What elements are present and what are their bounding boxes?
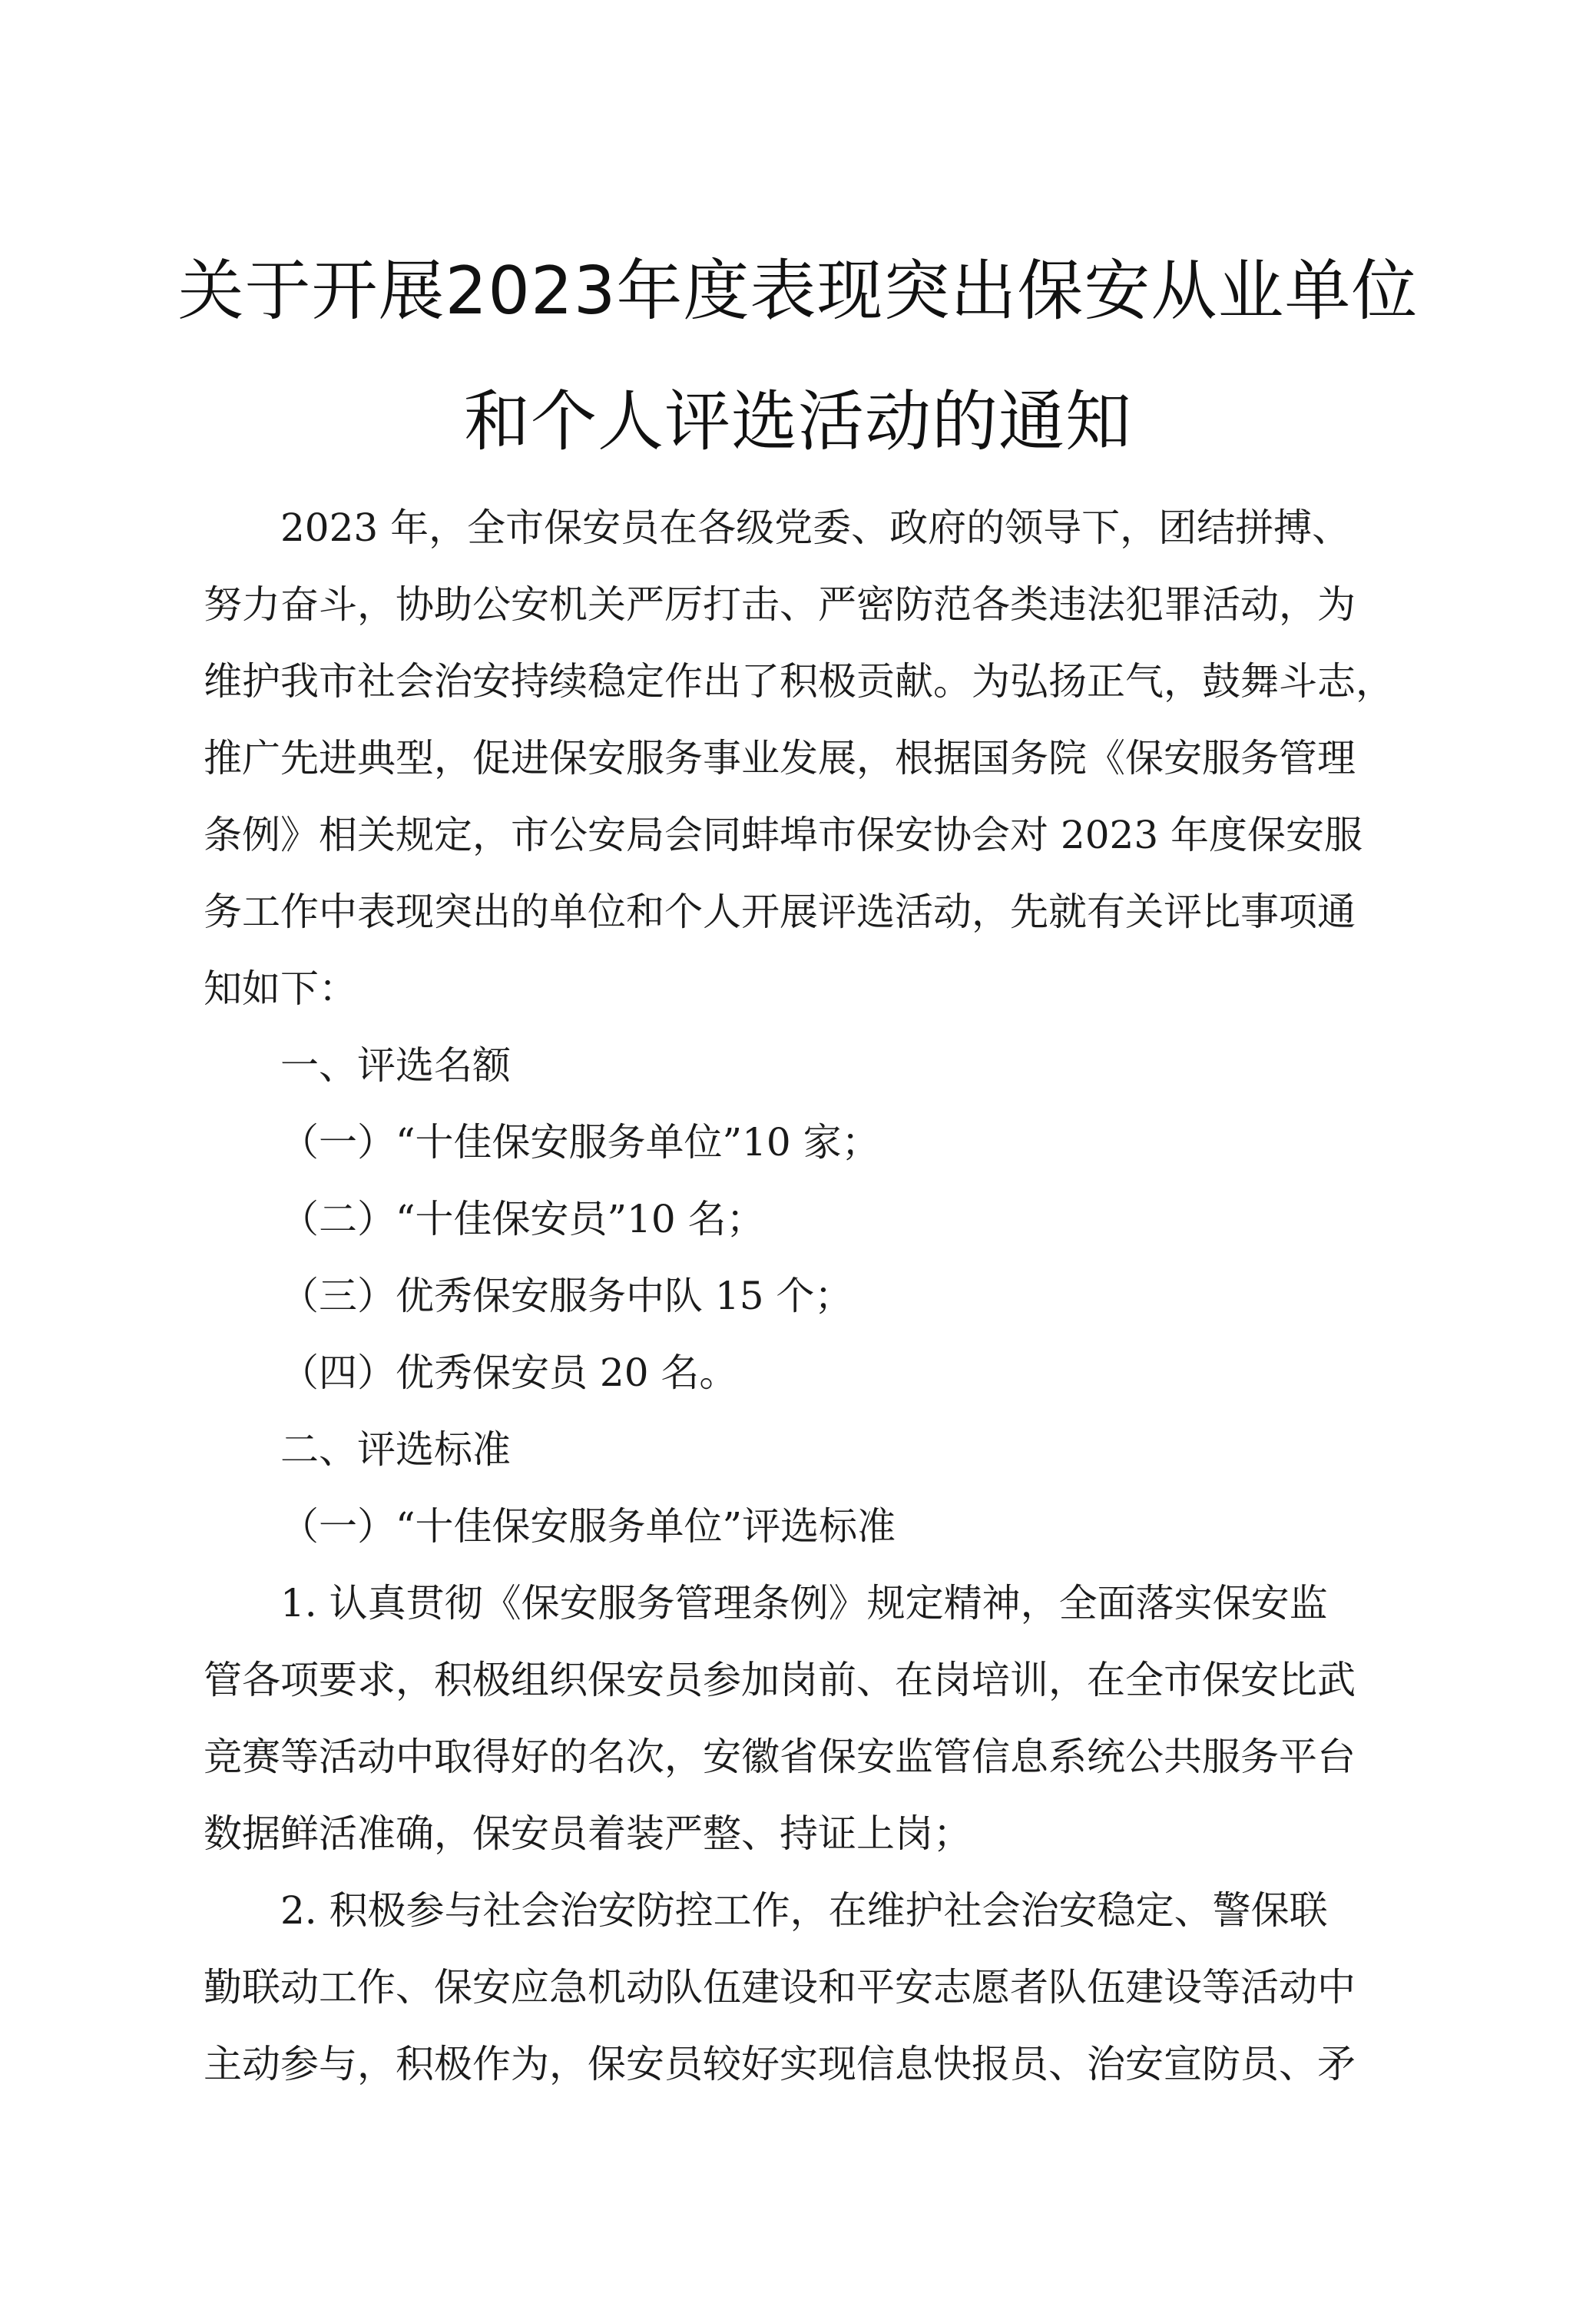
intro-paragraph-line: 2023 年，全市保安员在各级党委、政府的领导下，团结拼搏、 [280, 505, 1351, 550]
criteria-point-line: 勤联动工作、保安应急机动队伍建设和平安志愿者队伍建设等活动中 [204, 1965, 1356, 2010]
intro-paragraph-line: 推广先进典型，促进保安服务事业发展，根据国务院《保安服务管理 [204, 736, 1356, 780]
intro-paragraph-line: 务工作中表现突出的单位和个人开展评选活动，先就有关评比事项通 [204, 890, 1356, 934]
quota-item: （二）“十佳保安员”10 名； [280, 1197, 765, 1241]
criteria-point-line: 2. 积极参与社会治安防控工作，在维护社会治安稳定、警保联 [280, 1888, 1328, 1933]
quota-item: （三）优秀保安服务中队 15 个； [280, 1274, 853, 1318]
intro-paragraph-line: 条例》相关规定，市公安局会同蚌埠市保安协会对 2023 年度保安服 [204, 813, 1363, 857]
criteria-sub-heading: （一）“十佳保安服务单位”评选标准 [280, 1504, 896, 1549]
criteria-point-line: 竞赛等活动中取得好的名次，安徽省保安监管信息系统公共服务平台 [204, 1735, 1356, 1779]
criteria-point-line: 主动参与，积极作为，保安员较好实现信息快报员、治安宣防员、矛 [204, 2042, 1356, 2086]
document-title-line-2: 和个人评选活动的通知 [464, 383, 1132, 460]
section-heading-criteria: 二、评选标准 [280, 1427, 511, 1472]
intro-paragraph-line: 维护我市社会治安持续稳定作出了积极贡献。为弘扬正气，鼓舞斗志， [204, 659, 1394, 704]
intro-paragraph-line: 努力奋斗，协助公安机关严厉打击、严密防范各类违法犯罪活动，为 [204, 582, 1356, 627]
criteria-point-line: 数据鲜活准确，保安员着装严整、持证上岗； [204, 1811, 972, 1856]
criteria-point-line: 管各项要求，积极组织保安员参加岗前、在岗培训，在全市保安比武 [204, 1658, 1356, 1702]
criteria-point-line: 1. 认真贯彻《保安服务管理条例》规定精神，全面落实保安监 [280, 1581, 1328, 1625]
quota-item: （四）优秀保安员 20 名。 [280, 1350, 738, 1395]
quota-item: （一）“十佳保安服务单位”10 家； [280, 1120, 880, 1165]
intro-paragraph-line: 知如下： [204, 966, 357, 1011]
section-heading-quota: 一、评选名额 [280, 1043, 511, 1088]
document-title-line-1: 关于开展2023年度表现突出保安从业单位 [177, 253, 1419, 330]
